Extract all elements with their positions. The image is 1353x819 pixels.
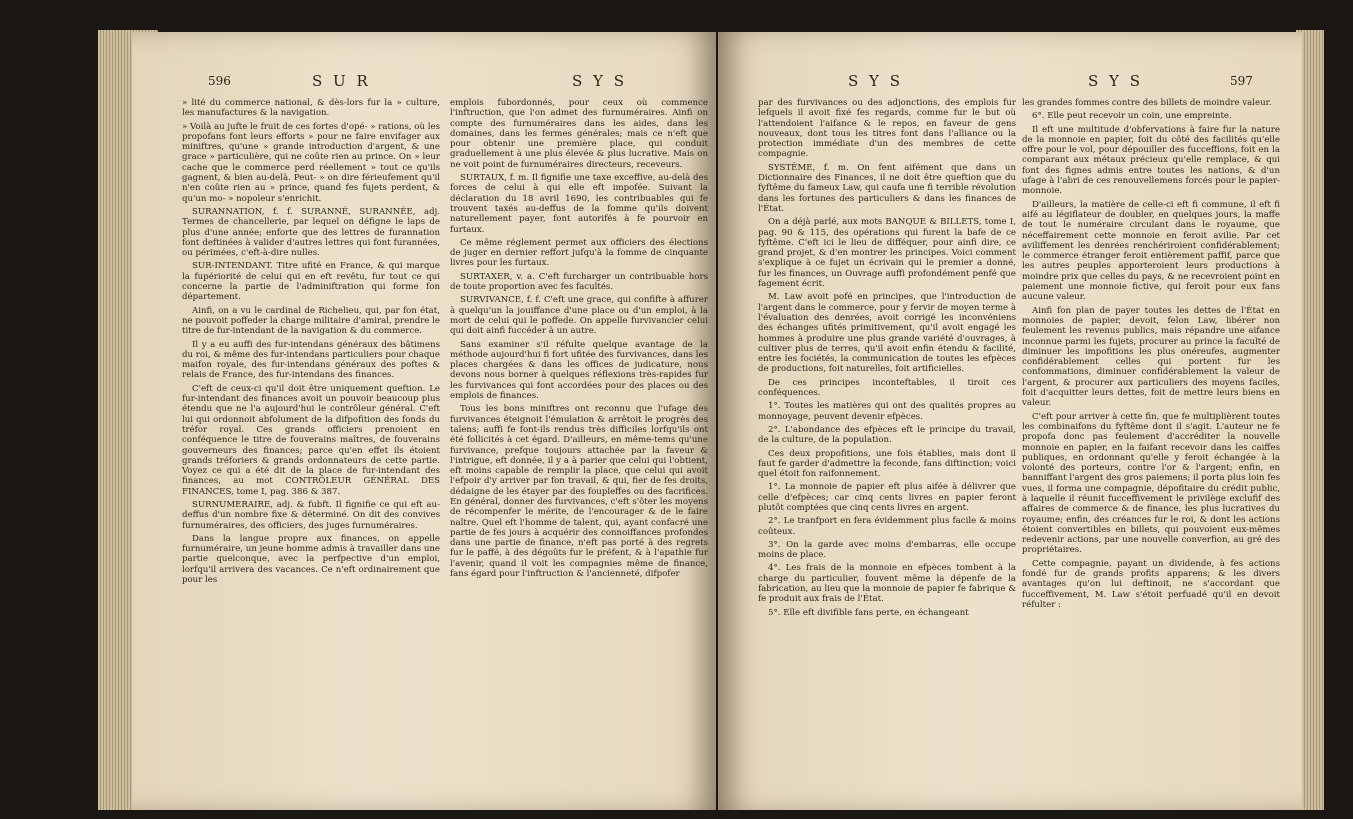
paragraph: par des furvivances ou des adjonctions, des emplois fur lefquels il avoit fixé fes regards, comme fur le but où l'attendoient l'aifance & le repos, en faveur de gens nouveaux, dont tous les titres font dans l'alliance ou la protection immédiate d'un des membres de cette compagnie. bbox=[758, 98, 1016, 160]
paragraph: Il eft une multitude d'obfervations à faire fur la nature de la monnoie en papier, foit du côté des facilités qu'elle offre pour le vol, pour dépouiller des fucceffions, foit en la comparant aux métaux précieux qu'elle remplace, & qui font des fignes admis entre toutes les nations, & d'un ufage à l'abri de ces renouvellemens forcés pour le papier-monnoie. bbox=[1022, 124, 1280, 197]
paragraph: 6°. Elle peut recevoir un coin, une empreinte. bbox=[1032, 111, 1232, 122]
paragraph: M. Law avoit pofé en principes, que l'introduction de l'argent dans le commerce, pour y fervir de moyen terme à l'évaluation des denrées, avoit corrigé les inconvéniens des échanges ufités primitivement, qu'il avoit engagé les hommes à produire une plus grande variété d'ouvrages, à cultiver plus de terres, qu'il avoit enfin étendu & facilité, entre les fociétés, la communication de toutes les efpèces de productions, foit naturelles, foit artificielles. bbox=[758, 292, 1016, 375]
entry-systeme: SYSTÊME, f. m. On fent aifément que dans un Dictionnaire des Finances, il ne doit être queftion que du fyftême du fameux Law, qui caufa une fi terrible révolution dans les fortunes des particuliers & dans les finances de l'État. bbox=[758, 162, 1016, 214]
paragraph: C'eft pour arriver à cette fin, que fe multiplièrent toutes les combinaifons du fyftême dont il s'agit. L'auteur ne fe propofa donc pas feulement d'accréditer la nouvelle monnoie en papier, en la faifant recevoir dans les caiffes publiques, en ordonnant qu'elle y feroit échangée à la volonté des porteurs, contre l'or & l'argent; enfin, en banniffant l'argent des gros paiemens; il porta plus loin fes vues, il forma une compagnie, dépofitaire du crédit public, à laquelle il réunit fucceffivement le privilège exclufif des affaires de commerce & de finance, les plus lucratives du royaume; enfin, des créances fur le roi, & dont les actions étoient convertibles en billets, qui pouvoient eux-mêmes redevenir actions, par une nouvelle converfion, au gré des propriétaires. bbox=[1022, 411, 1280, 556]
left-page-number: 596 bbox=[208, 74, 231, 88]
entry-sur-intendant: SUR-INTENDANT. Titre ufité en France, & qui marque la fupériorité de celui qui en eft revêtu, fur tout ce qui concerne la partie de l'adminiftration qui forme fon département. bbox=[182, 261, 440, 303]
left-head-left: S U R bbox=[312, 72, 371, 90]
right-running-head bbox=[718, 72, 1302, 94]
entry-survivance: SURVIVANCE, f. f. C'eft une grace, qui confifte à affurer à quelqu'un la jouiffance d'une place ou d'un emploi, à la mort de celui qui le poffede. On appelle furvivancier celui qui doit ainfi fuccéder à un autre. bbox=[450, 295, 708, 337]
entry-surnumeraire: SURNUMERAIRE, adj. & fubft. Il fignifie ce qui eft au-deffus d'un nombre fixe & déterminé. On dit des convives furnuméraires, des officiers, des juges furnuméraires. bbox=[182, 499, 440, 531]
entry-surtaxer: SURTAXER, v. a. C'eft furcharger un contribuable hors de toute proportion avec fes facultés. bbox=[450, 271, 708, 293]
paragraph: C'eft de ceux-ci qu'il doit être uniquement queftion. Le fur-intendant des finances avoit un pouvoir beaucoup plus étendu que ne l'a aujourd'hui le contrôleur général. C'eft lui qui ordonnoit abfolument de la difpofition des fonds du tréfor royal. Ces grands officiers prenoient en conféquence le titre de fouverains maîtres, de fouverains gouverneurs des finances; parce qu'en effet ils étoient grands tréforiers & grands ordonnateurs de cette partie. Voyez ce qui a été dit de la place de fur-intendant des finances, au mot CONTRÔLEUR GÉNÉRAL DES FINANCES, tome I, pag. 386 & 387. bbox=[182, 383, 440, 497]
paragraph: 1°. Toutes les matières qui ont des qualités propres au monnoyage, peuvent devenir efpèces. bbox=[758, 401, 1016, 422]
paragraph: Sans examiner s'il réfulte quelque avantage de la méthode aujourd'hui fi fort ufitée des furvivances, dans les places chargées & dans les offices de judicature, nous devons nous borner à quelques réflexions très-rapides fur les furvivances qui font accordées pour des places ou des emplois de finances. bbox=[450, 339, 708, 402]
left-column-1 bbox=[182, 98, 440, 588]
left-column-2 bbox=[450, 98, 708, 582]
paragraph: De ces principes inconteftables, il tiroit ces conféquences. bbox=[758, 377, 1016, 399]
paragraph: Ces deux propofitions, une fois établies, mais dont il faut fe garder d'admettre la feconde, fans diftinction; voici quel étoit fon raifonnement. bbox=[758, 448, 1016, 480]
paragraph: Il y a eu auffi des fur-intendans généraux des bâtimens du roi, & même des fur-intendans particuliers pour chaque maifon royale, des fur-intendans généraux des poftes & relais de France, des fur-intendans des finances. bbox=[182, 339, 440, 381]
left-running-head bbox=[132, 72, 716, 94]
paragraph: Ainfi, on a vu le cardinal de Richelieu, qui, par fon état, ne pouvoit poffeder la charge militaire d'amiral, prendre le titre de fur-intendant de la navigation & du commerce. bbox=[182, 305, 440, 337]
entry-surannation: SURANNATION, f. f. SURANNÉ, SURANNÉE, adj. Termes de chancellerie, par lequel on défigne le laps de plus d'une année; enforte que des lettres de furannation font deftinées à valider d'autres lettres qui font furannées, ou périmées, c'eft-à-dire nulles. bbox=[182, 206, 440, 259]
paragraph: Dans la langue propre aux finances, on appelle furnuméraire, un jeune homme admis à travailler dans une partie quelconque, avec la perfpective d'un emploi, lorfqu'il arrivera des vacances. Ce n'eft ordinairement que pour les bbox=[182, 533, 440, 586]
paragraph: 4°. Les frais de la monnoie en efpèces tombent à la charge du particulier, fouvent même la dépenfe de la fabrication, au lieu que la monnoie de papier fe fabrique & fe produit aux frais de l'État. bbox=[758, 563, 1016, 605]
paragraph: Ce même réglement permet aux officiers des élections de juger en dernier reffort jufqu'à la fomme de cinquante livres pour les furtaux. bbox=[450, 237, 708, 269]
paragraph: » lité du commerce national, & dès-lors fur la » culture, les manufactures & la navigation. bbox=[182, 98, 440, 119]
paragraph: 2°. Le tranfport en fera évidemment plus facile & moins coûteux. bbox=[758, 516, 1016, 537]
entry-surtaux: SURTAUX, f. m. Il fignifie une taxe exceffive, au-delà des forces de celui à qui elle eft impofée. Suivant la déclaration du 18 avril 1690, les contribuables qui fe trouvent taxés au-deffus de la fomme qu'ils doivent naturellement payer, font autorifés à fe pourvoir en furtaux. bbox=[450, 173, 708, 235]
paragraph: 5°. Elle eft divifible fans perte, en échangeant bbox=[768, 607, 969, 618]
paragraph: On a déjà parlé, aux mots BANQUE & BILLETS, tome I, pag. 90 & 115, des opérations qui furent la bafe de ce fyftême. C'eft ici le lieu de difféquer, pour ainfi dire, ce grand projet, & d'en montrer les principes. Voici comment s'explique à ce fujet un écrivain qui le premier a donné, fur les finances, un Ouvrage auffi profondément penfé que fagement écrit. bbox=[758, 217, 1016, 290]
paragraph: 2°. L'abondance des efpèces eft le principe du travail, de la culture, de la population. bbox=[758, 424, 1016, 446]
left-page bbox=[132, 32, 716, 810]
right-column-1 bbox=[758, 98, 1016, 621]
paragraph: D'ailleurs, la matière de celle-ci eft fi commune, il eft fi aifé au légiflateur de doubler, en quelques jours, la maffe de tout le numéraire circulant dans le royaume, que néceffairement cette monnoie en feroit avilie. Par cet aviliffement les denrées renchériroient confidérablement; le commerce étranger feroit entièrement paffif, parce que les autres peuples apporteroient leurs productions à moindre prix que celles du pays, & ne recevroient point en paiement une monnoie fictive, qui feroit pour eux fans aucune valeur. bbox=[1022, 199, 1280, 303]
paragraph: les grandes fommes contre des billets de moindre valeur. bbox=[1022, 98, 1272, 108]
paragraph: 1°. La monnoie de papier eft plus aifée à délivrer que celle d'efpèces; car cinq cents livres en papier feront plutôt comptées que cinq cents livres en argent. bbox=[758, 482, 1016, 513]
right-head-right: S Y S bbox=[1088, 72, 1143, 90]
left-head-right: S Y S bbox=[572, 72, 627, 90]
paragraph: Ainfi fon plan de payer toutes les dettes de l'État en monnoies de papier, devoit, felon Law, libérer non feulement les revenus publics, mais répandre une aifance inconnue parmi les fujets, procurer au prince la faculté de diminuer les impofitions les plus onéreufes, augmenter confidérablement celles qui portent fur les confommations, diminuer confidérablement la valeur de l'argent, & procurer aux particuliers des moyens faciles, foit d'acquitter leurs dettes, foit de mettre leurs biens en valeur. bbox=[1022, 305, 1280, 409]
paragraph: Cette compagnie, payant un dividende, à fes actions fondé fur de grands profits apparens; & les divers avantages qu'on lui deftinoit, ne s'accordant que fucceffivement, M. Law s'étoit perfuadé qu'il en devoit réfulter : bbox=[1022, 558, 1280, 610]
right-column-2 bbox=[1022, 98, 1280, 613]
right-head-left: S Y S bbox=[848, 72, 903, 90]
paragraph: 3°. On la garde avec moins d'embarras, elle occupe moins de place. bbox=[758, 539, 1016, 561]
paragraph: » Voilà au jufte le fruit de ces fortes d'opé- » rations, où les propofans font leurs efforts » pour ne faire envifager aux miniftres, qu'une » grande introduction d'argent, & une grace » particulière, qui ne coûte rien au prince. On » leur cache que le commerce perd réellement » tout ce qu'ils gagnent, & bien au-delà. Peut- » on dire férieufement qu'il n'en coûte rien au » prince, quand fes fujets perdent, & qu'un mo- » nopoleur s'enrichit. bbox=[182, 121, 440, 204]
right-page-number: 597 bbox=[1230, 74, 1253, 88]
open-book bbox=[28, 22, 1328, 812]
paragraph: Tous les bons miniftres ont reconnu que l'ufage des furvivances éteignoit l'émulation & arrêtoit le progrès des talens; auffi fe font-ils rendus très difficiles lorfqu'ils ont été follicités à cet égard. D'ailleurs, en même-tems qu'une furvivance, prefque toujours attachée par la faveur & l'intrigue, eft donnée, il y a à parier que celui qui l'obtient, eft moins capable de remplir la place, que celui qui avoit l'efpoir d'y arriver par fon travail, & qui, fier de fes droits, dédaigne de les étayer par des foupleffes ou des facrifices. En général, donner des furvivances, c'eft s'ôter les moyens de récompenfer le mérite, de l'encourager & de le faire naître. Quel eft l'homme de talent, qui, ayant confacré une partie de fes jours à acquérir des connoiffances profondes dans une partie de finance, n'eft pas porté à des regrets fur le paffé, à des dégoûts fur le préfent, & à l'apathie fur l'avenir, quand il voit les compagnies même de finance, fans égard pour l'inftruction & l'ancienneté, difpofer bbox=[450, 404, 708, 580]
paragraph: emplois fubordonnés, pour ceux où commence l'inftruction, que l'on admet des furnuméraires. Ainfi on compte des furnuméraires dans les aides, dans les domaines, dans les fermes générales; mais ce n'eft que pour obtenir une première place, qui conduit graduellement à une plus élevée & plus lucrative. Mais on ne voit point de furnuméraires directeurs, receveurs. bbox=[450, 98, 708, 170]
right-page bbox=[718, 32, 1302, 810]
